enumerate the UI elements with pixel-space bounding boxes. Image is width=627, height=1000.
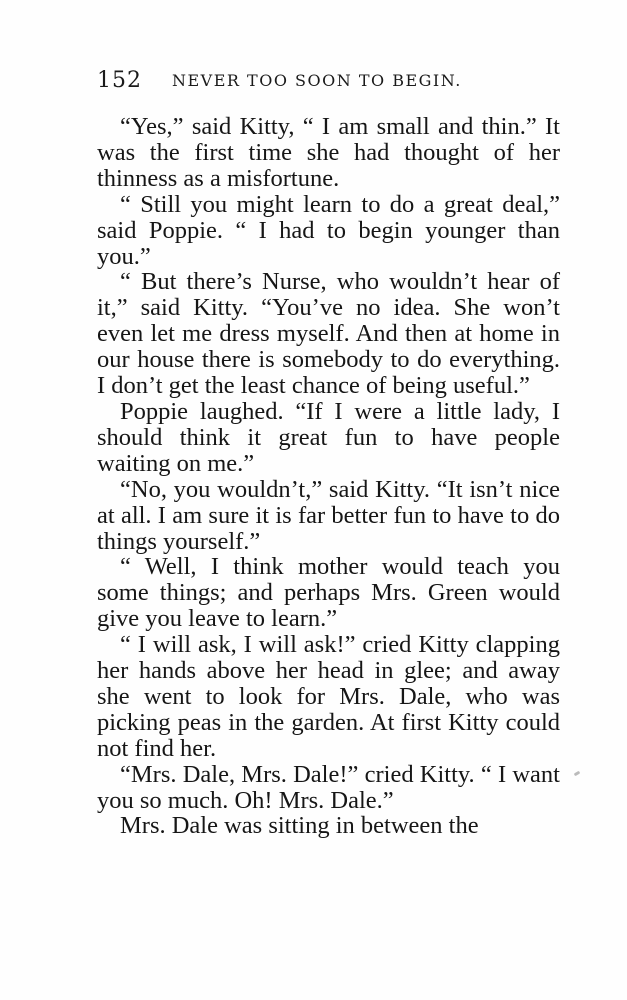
paragraph: “ I will ask, I will ask!” cried Kitty clapping her hands above her head in glee; and away she went to look for Mrs. Dale, who was picking peas in the garden. At first Kitty could not find her. [97,631,560,762]
paragraph: “ But there’s Nurse, who wouldn’t hear of it,” said Kitty. “You’ve no idea. She won’t even let me dress myself. And then at home in our house there is somebody to do everything. I don’t get the least chance of being useful.” [97,268,560,400]
page-header [97,68,560,98]
paragraph: “ Well, I think mother would teach you some things; and perhaps Mrs. Green would give you leave to learn.” [97,553,560,633]
paragraph: Mrs. Dale was sitting in between the [120,812,479,840]
page-number: 152 [97,68,142,93]
paragraph: Poppie laughed. “If I were a little lady, I should think it great fun to have people waiting on me.” [97,397,560,477]
paragraph: “ Still you might learn to do a great deal,” said Poppie. “ I had to begin younger than you.” [97,190,560,270]
paragraph: “Mrs. Dale, Mrs. Dale!” cried Kitty. “ I want you so much. Oh! Mrs. Dale.” [97,760,560,814]
body-text [97,114,560,839]
paragraph: “Yes,” said Kitty, “ I am small and thin.” It was the first time she had thought of her thinness as a misfortune. [97,113,560,192]
paper-speck [574,771,581,777]
running-head: NEVER TOO SOON TO BEGIN. [172,71,462,90]
paragraph: “No, you wouldn’t,” said Kitty. “It isn’t nice at all. I am sure it is far better fun to have to do things yourself.” [97,475,560,555]
